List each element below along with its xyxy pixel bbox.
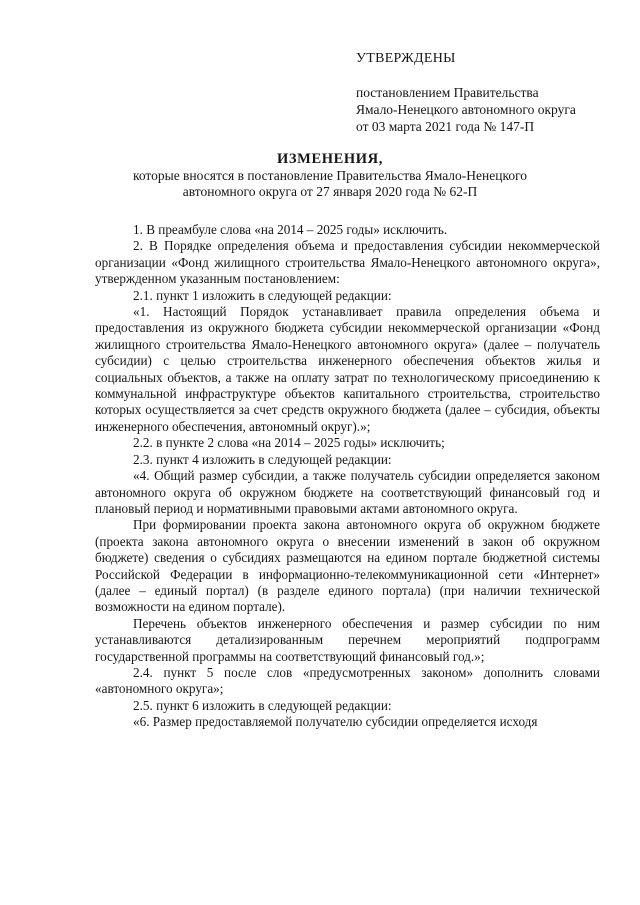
paragraph-2-4: 2.4. пункт 5 после слов «предусмотренных законом» дополнить словами «автономного округа»; xyxy=(95,664,600,697)
paragraph-2-2: 2.2. в пункте 2 слова «на 2014 – 2025 годы» исключить; xyxy=(133,435,445,451)
document-heading xyxy=(60,150,600,200)
paragraph-objects-list: Перечень объектов инженерного обеспечения и размер субсидии по ним устанавливаются детализированным перечнем мероприятий подпрограмм государственной программы на соответствующий финансовый год.»; xyxy=(95,615,600,664)
paragraph-2-1: 2.1. пункт 1 изложить в следующей редакции: xyxy=(133,287,392,303)
paragraph-1: 1. В преамбуле слова «на 2014 – 2025 годы» исключить. xyxy=(133,222,448,237)
approval-title: УТВЕРЖДЕНЫ xyxy=(356,51,456,66)
paragraph-quote-6: «6. Размер предоставляемой получателю субсидии определяется исходя xyxy=(133,714,538,730)
paragraph-2-5: 2.5. пункт 6 изложить в следующей редакции: xyxy=(133,697,392,713)
document-title: ИЗМЕНЕНИЯ, xyxy=(277,151,383,167)
approval-line-date: от 03 марта 2021 года № 147-П xyxy=(356,119,535,134)
document-body xyxy=(95,222,600,731)
approval-block xyxy=(356,50,626,135)
paragraph-quote-4: «4. Общий размер субсидии, а также получатель субсидии определяется законом автономного округа об окружном бюджете на соответствующий финансовый год и плановый период и нормативными правовыми актами автономного округа. xyxy=(95,468,600,516)
approval-line-authority: постановлением Правительства xyxy=(356,85,539,100)
approval-line-region: Ямало-Ненецкого автономного округа xyxy=(356,102,576,117)
paragraph-quote-1: «1. Настоящий Порядок устанавливает правила определения объема и предоставления из окружного бюджета субсидии некоммерческой организации «Фонд жилищного строительства Ямало-Ненецкого автономного округа» (далее – получатель субсидии) с целью строительства инженерного обеспечения объектов жилья и социальных объектов, а также на оплату затрат по технологическому присоединению к коммунальной инфраструктуре объектов капитального строительства, строительство которых осуществляется за счет средств окружного бюджета (далее – субсидия, объекты инженерного обеспечения, автономный округ).»; xyxy=(95,304,600,434)
document-subtitle-line-2: автономного округа от 27 января 2020 года № 62-П xyxy=(182,184,478,199)
paragraph-2-3: 2.3. пункт 4 изложить в следующей редакции: xyxy=(133,451,392,467)
paragraph-budget-project: При формировании проекта закона автономного округа об окружном бюджете (проекта закона автономного округа о внесении изменений в закон об окружном бюджете) сведения о субсидиях размещаются на едином портале бюджетной системы Российской Федерации в информационно-телекоммуникационной сети «Интернет» (далее – единый портал) (в разделе единого портала) (при наличии технической возможности на едином портале). xyxy=(95,517,600,615)
paragraph-2: 2. В Порядке определения объема и предоставления субсидии некоммерческой организации «Фонд жилищного строительства Ямало-Ненецкого автономного округа», утвержденном указанным постановлением: xyxy=(95,238,600,287)
document-subtitle-line-1: которые вносятся в постановление Правительства Ямало-Ненецкого xyxy=(132,168,528,183)
